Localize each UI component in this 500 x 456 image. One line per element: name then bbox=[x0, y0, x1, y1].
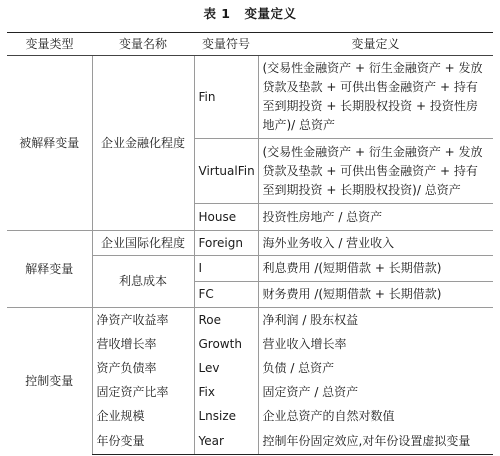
symbol-cell: House bbox=[194, 204, 258, 231]
table-row bbox=[7, 308, 493, 333]
definition-cell: 净利润 / 股东权益 bbox=[258, 308, 493, 333]
symbol-cell: Growth bbox=[194, 332, 258, 356]
variable-name-fin-degree: 企业金融化程度 bbox=[92, 56, 194, 231]
variable-name-cell: 净资产收益率 bbox=[92, 308, 194, 333]
table-caption bbox=[0, 4, 500, 22]
variable-name-cell: 年份变量 bbox=[92, 428, 194, 455]
definition-cell: 财务费用 /(短期借款 + 长期借款) bbox=[258, 282, 493, 308]
table-number: 表 1 bbox=[203, 6, 231, 21]
definition-cell: 海外业务收入 / 营业收入 bbox=[258, 231, 493, 256]
variable-name-interest-cost: 利息成本 bbox=[92, 256, 194, 308]
table-row bbox=[7, 56, 493, 139]
definition-cell: (交易性金融资产 + 衍生金融资产 + 发放贷款及垫款 + 可供出售金融资产 + 持有至到期投资 + 长期股权投资)/ 总资产 bbox=[258, 139, 493, 204]
variable-name-cell: 企业规模 bbox=[92, 404, 194, 428]
definition-cell: 控制年份固定效应,对年份设置虚拟变量 bbox=[258, 428, 493, 455]
symbol-cell: Foreign bbox=[194, 231, 258, 256]
header-variable-definition: 变量定义 bbox=[258, 33, 493, 56]
symbol-cell: Lnsize bbox=[194, 404, 258, 428]
variable-name-cell: 资产负债率 bbox=[92, 356, 194, 380]
definition-cell: 投资性房地产 / 总资产 bbox=[258, 204, 493, 231]
symbol-cell: VirtualFin bbox=[194, 139, 258, 204]
symbol-cell: Lev bbox=[194, 356, 258, 380]
header-variable-symbol: 变量符号 bbox=[194, 33, 258, 56]
group-explained: 被解释变量 bbox=[19, 135, 80, 150]
symbol-cell: I bbox=[194, 256, 258, 282]
header-row bbox=[7, 33, 493, 56]
variable-name-cell: 固定资产比率 bbox=[92, 380, 194, 404]
symbol-cell: Year bbox=[194, 428, 258, 455]
definition-cell: 营业收入增长率 bbox=[258, 332, 493, 356]
group-control: 控制变量 bbox=[7, 308, 92, 455]
variable-name-intl: 企业国际化程度 bbox=[92, 231, 194, 256]
group-explanatory: 解释变量 bbox=[7, 231, 92, 308]
header-variable-name: 变量名称 bbox=[92, 33, 194, 56]
header-variable-type: 变量类型 bbox=[7, 33, 92, 56]
symbol-cell: Roe bbox=[194, 308, 258, 333]
variable-name-cell: 营收增长率 bbox=[92, 332, 194, 356]
definition-cell: (交易性金融资产 + 衍生金融资产 + 发放贷款及垫款 + 可供出售金融资产 + 持有至到期投资 + 长期股权投资 + 投资性房地产)/ 总资产 bbox=[258, 56, 493, 139]
symbol-cell: Fix bbox=[194, 380, 258, 404]
variable-definition-table bbox=[7, 32, 493, 455]
definition-cell: 利息费用 /(短期借款 + 长期借款) bbox=[258, 256, 493, 282]
definition-cell: 固定资产 / 总资产 bbox=[258, 380, 493, 404]
definition-cell: 企业总资产的自然对数值 bbox=[258, 404, 493, 428]
definition-cell: 负债 / 总资产 bbox=[258, 356, 493, 380]
symbol-cell: FC bbox=[194, 282, 258, 308]
table-title: 变量定义 bbox=[244, 6, 297, 21]
symbol-cell: Fin bbox=[194, 56, 258, 139]
table-row bbox=[7, 231, 493, 256]
